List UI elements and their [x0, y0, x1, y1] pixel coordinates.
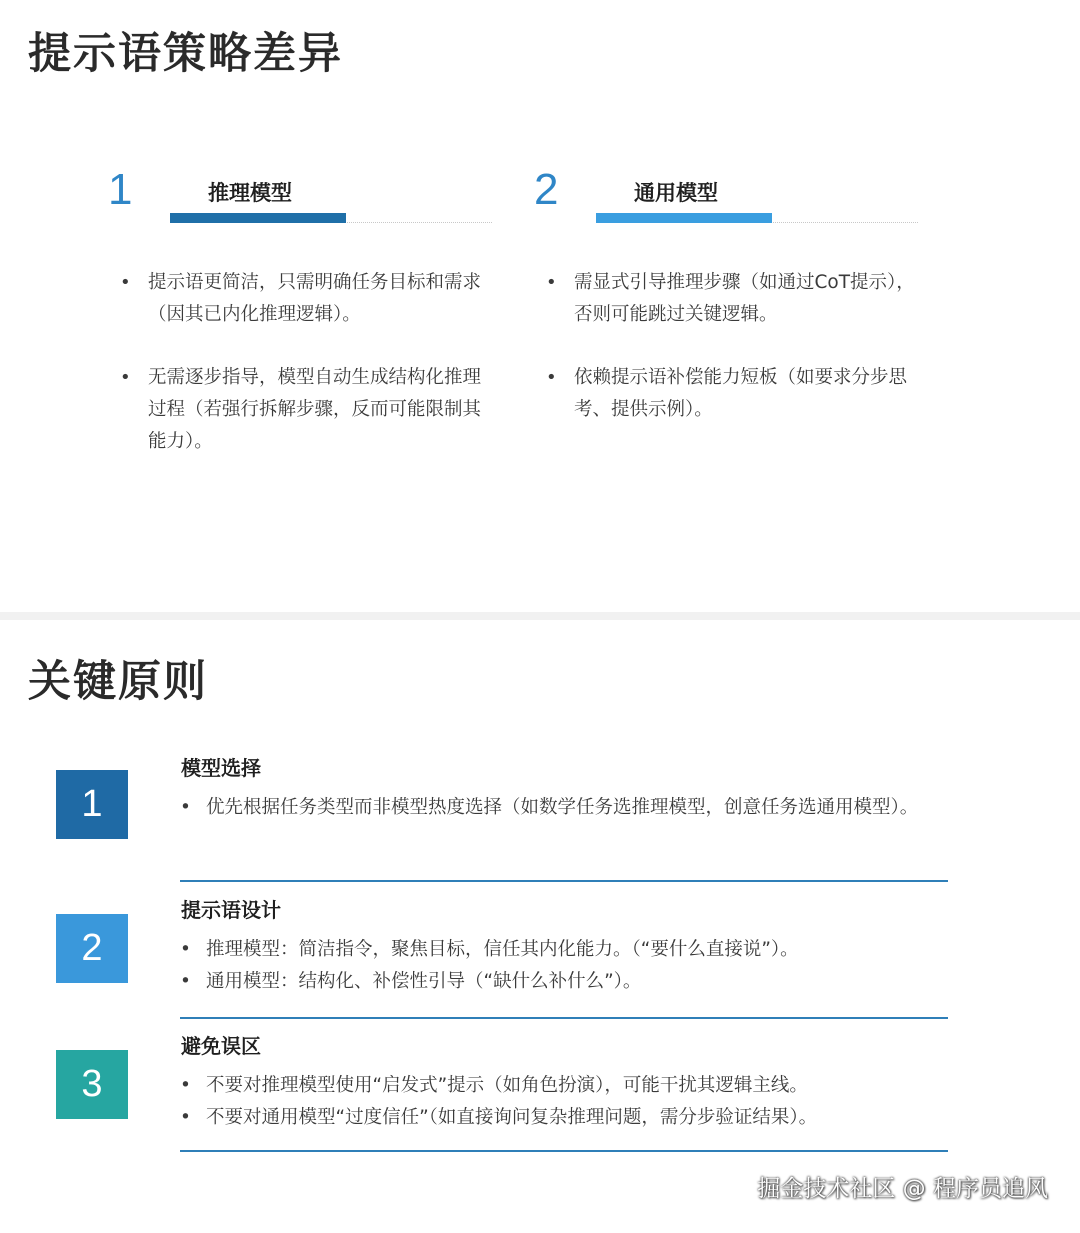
- principle-number-box: 3: [56, 1050, 128, 1119]
- bullet-icon: •: [180, 1107, 191, 1128]
- bullet-icon: •: [546, 272, 557, 293]
- bullet-icon: •: [180, 971, 191, 992]
- column-heading: 通用模型: [634, 181, 718, 205]
- principle-heading: 提示语设计: [181, 898, 281, 922]
- column-accent-bar: [170, 213, 346, 223]
- list-item: • 需显式引导推理步骤（如通过CoT提示），否则可能跳过关键逻辑。: [544, 267, 924, 331]
- principles-section: [0, 620, 1080, 1233]
- list-item: • 不要对通用模型“过度信任”（如直接询问复杂推理问题，需分步验证结果）。: [178, 1102, 948, 1134]
- column-heading: 推理模型: [208, 181, 292, 205]
- list-item: • 提示语更简洁，只需明确任务目标和需求（因其已内化推理逻辑）。: [118, 267, 498, 331]
- bullet-icon: •: [120, 367, 131, 388]
- bullet-icon: •: [180, 939, 191, 960]
- page-title: 关键原则: [28, 657, 208, 707]
- list-item: • 依赖提示语补偿能力短板（如要求分步思考、提供示例）。: [544, 362, 924, 426]
- column-number: 2: [534, 165, 559, 214]
- list-item: • 通用模型：结构化、补偿性引导（“缺什么补什么”）。: [178, 966, 948, 998]
- list-item: • 推理模型：简洁指令，聚焦目标，信任其内化能力。（“要什么直接说”）。: [178, 934, 948, 966]
- list-item: • 不要对推理模型使用“启发式”提示（如角色扮演），可能干扰其逻辑主线。: [178, 1070, 948, 1102]
- principle-number-box: 2: [56, 914, 128, 983]
- section-divider: [0, 612, 1080, 620]
- principle-divider: [180, 1017, 948, 1019]
- principle-heading: 模型选择: [181, 756, 261, 780]
- list-item: • 优先根据任务类型而非模型热度选择（如数学任务选推理模型，创意任务选通用模型）。: [178, 792, 948, 824]
- strategy-section: [0, 0, 1080, 612]
- principle-number-box: 1: [56, 770, 128, 839]
- column-accent-bar: [596, 213, 772, 223]
- column-number: 1: [108, 165, 133, 214]
- page-title: 提示语策略差异: [28, 29, 343, 79]
- principle-divider: [180, 880, 948, 882]
- bullet-icon: •: [180, 797, 191, 818]
- principle-heading: 避免误区: [181, 1034, 261, 1058]
- principle-divider: [180, 1150, 948, 1152]
- bullet-icon: •: [546, 367, 557, 388]
- principle-list: [178, 792, 948, 824]
- column-list: [118, 267, 498, 489]
- column-list: [544, 267, 924, 457]
- principle-list: [178, 934, 948, 998]
- watermark: 掘金技术社区 @ 程序员追风: [757, 1176, 1048, 1202]
- principle-list: [178, 1070, 948, 1134]
- bullet-icon: •: [180, 1075, 191, 1096]
- list-item: • 无需逐步指导，模型自动生成结构化推理过程（若强行拆解步骤，反而可能限制其能力）。: [118, 362, 498, 458]
- bullet-icon: •: [120, 272, 131, 293]
